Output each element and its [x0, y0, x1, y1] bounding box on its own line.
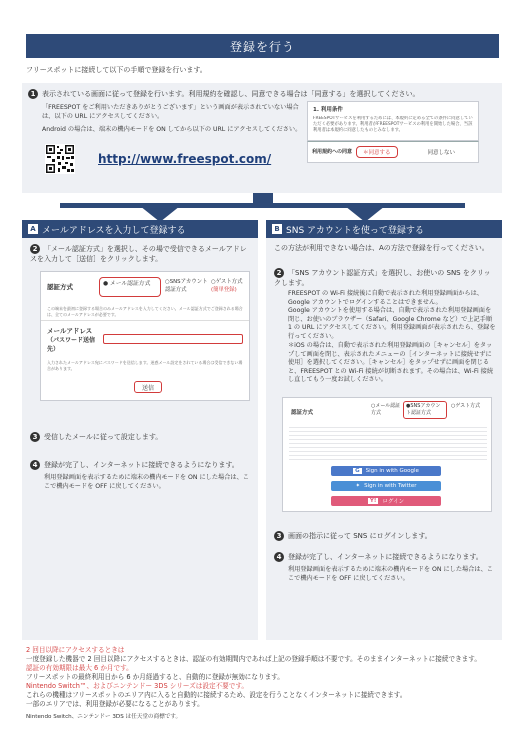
footer-heading-3: Nintendo Switch™、およびニンテンドー 3DS シリーズは設定不要です。 — [26, 682, 248, 690]
intro-text: フリースポットに接続して以下の手順で登録を行います。 — [26, 66, 207, 74]
google-signin-button[interactable]: G Sign in with Google — [331, 466, 441, 476]
sns-radio-guest[interactable]: ○ゲスト方式 — [451, 403, 481, 409]
right-intro: この方法が利用できない場合は、Aの方法で登録を行ってください。 — [274, 244, 489, 252]
bird-icon: ✦ — [355, 483, 361, 489]
right-step2: 2 「SNS アカウント認証方式」を選択し、お使いの SNS をクリックします。 — [274, 269, 491, 287]
right-detail-3: ＊iOS の場合は、自動で表示された利用登録画面の［キャンセル］をタップして画面を閉じ、表示されたメニューの［インターネットに接続せずに使用］を選択してください。［キャンセル］をタップせずに画面を閉じると、FREESPOT との Wi-Fi 接続が切断されます。その場合は、Wi-Fi 接続し直してもう一度お試しください。 — [288, 342, 494, 384]
footer-text-1: 一度登録した機器で 2 回目以降にアクセスするときは、認証の有効期間内であれば上記の登録手順は不要です。そのままインターネットに接続できます。 — [26, 655, 481, 663]
agree-row — [307, 141, 479, 163]
mail-form-mock — [40, 271, 250, 401]
step1-android: Android の場合は、端末の機内モードを ON してから以下の URL にアクセスしてください。 — [42, 126, 302, 133]
sns-auth-label: 認証方式 — [291, 410, 314, 416]
radio-sns[interactable]: ○SNSアカウント認証方式 — [165, 279, 208, 293]
radio-guest[interactable]: ○ゲスト方式 (簡単登録) — [211, 279, 243, 293]
left-step4: 4 登録が完了し、インターネットに接続できるようになります。 — [30, 460, 252, 471]
email-input[interactable] — [103, 334, 243, 344]
right-detail-2: Google アカウントを使用する場合は、自動で表示された利用登録画面を閉じ、お使いのブラウザー（Safari、Google Chrome など）で上記手順 1 の URL にアクセスしてください。利用登録画面が表示されたら、登録を行ってください。 — [288, 307, 496, 340]
agree-label: 利用規約への同意 — [312, 149, 353, 155]
yahoo-icon: Y! — [369, 498, 377, 504]
right-detail-1: FREESPOT の Wi-Fi 接続後に自動で表示された利用登録画面からは、Google アカウントでログインすることはできません。 — [288, 290, 483, 306]
mail-note: 入力されたメールアドレス宛にパスワードを送信します。迷惑メール設定をされている場合は受信できない場合があります。 — [47, 360, 243, 371]
radio-mail[interactable]: ● メール認証方式 — [99, 277, 161, 297]
auth-label: 認証方式 — [47, 283, 73, 291]
terms-title: 1. 利用条件 — [313, 107, 343, 113]
right-step4-note: 利用登録画面を表示するために端末の機内モードを ON にした場合は、ここで機内モードを OFF に戻してください。 — [288, 566, 493, 582]
page-title: 登録を行う — [26, 34, 499, 58]
sns-form-mock — [282, 397, 492, 512]
method-a-heading: A メールアドレスを入力して登録する — [22, 220, 258, 238]
sns-radio-mail[interactable]: ○メール認証方式 — [371, 403, 401, 416]
footer-text-3a: これらの機種はフリースポットのエリア内に入ると自動的に接続するため、設定を行うことなくインターネットに接続できます。 — [26, 691, 407, 699]
disagree-button[interactable]: 同意しない — [427, 150, 456, 156]
google-icon: G — [355, 468, 360, 474]
step1-note: 「FREESPOT をご利用いただきありがとうございます」という画面が表示されていない場合は、以下の URL にアクセスしてください。 — [42, 104, 299, 120]
footer-heading-1: 2 回目以降にアクセスするときは — [26, 646, 125, 654]
method-b-heading: B SNS アカウントを使って登録する — [266, 220, 502, 238]
step1-text: 1 表示されている画面に従って登録を行います。利用規約を確認し、同意できる場合は「同意する」を選択してください。 — [28, 89, 498, 100]
footer-text-2: フリースポットの最終利用日から 6 か月経過すると、自動的に登録が無効になります。 — [26, 673, 284, 681]
mail-label: メールアドレス （パスワード送信先） — [47, 327, 96, 353]
badge-b: B — [272, 224, 282, 234]
sns-radio-sns[interactable]: ●SNSアカウント認証方式 — [403, 401, 447, 419]
trademark-note: Nintendo Switch、ニンテンドー 3DS は任天堂の商標です。 — [26, 714, 182, 720]
terms-body: FREESPOTサービスを利用するためには、本規約に定める全ての条件に同意していただく必要があります。利用者がFREESPOTサービスの利用を開始した場合、当該利用者は本規約に同意したものとみなします。 — [313, 116, 473, 133]
right-step4: 4 登録が完了し、インターネットに接続できるようになります。 — [274, 552, 496, 563]
arrow-down-icon — [60, 200, 465, 222]
left-step4-note: 利用登録画面を表示するために端末の機内モードを ON にした場合は、ここで機内モードを OFF に戻してください。 — [44, 474, 249, 490]
terms-preview — [307, 101, 479, 141]
footer-heading-2: 認証の有効期限は最大 6 か月です。 — [26, 664, 133, 672]
qr-code-icon — [45, 144, 75, 174]
left-step3: 3 受信したメールに従って設定します。 — [30, 432, 252, 443]
right-step3: 3 画面の指示に従って SNS にログインします。 — [274, 531, 496, 542]
mail-description: この端末を最初に登録する場合のみメールアドレスを入力してください。メール認証方式でご登録される場合は、全てのメールアドレスが必要です。 — [47, 306, 243, 317]
yahoo-login-button[interactable]: Y! ログイン — [331, 496, 441, 506]
sns-body-text — [289, 424, 487, 460]
left-step2: 2 「メール認証方式」を選択し、その場で受信できるメールアドレスを入力して［送信］をクリックします。 — [30, 245, 247, 263]
footer-notes — [26, 646, 506, 722]
twitter-signin-button[interactable]: ✦ Sign in with Twitter — [331, 481, 441, 491]
badge-a: A — [28, 224, 38, 234]
freespot-url-link[interactable]: http://www.freespot.com/ — [98, 152, 272, 166]
step-number: 1 — [28, 89, 38, 99]
footer-text-3b: 一部のエリアでは、利用登録が必要になることがあります。 — [26, 700, 204, 708]
send-button[interactable]: 送信 — [134, 381, 162, 393]
agree-button[interactable]: ＊同意する — [356, 146, 398, 158]
